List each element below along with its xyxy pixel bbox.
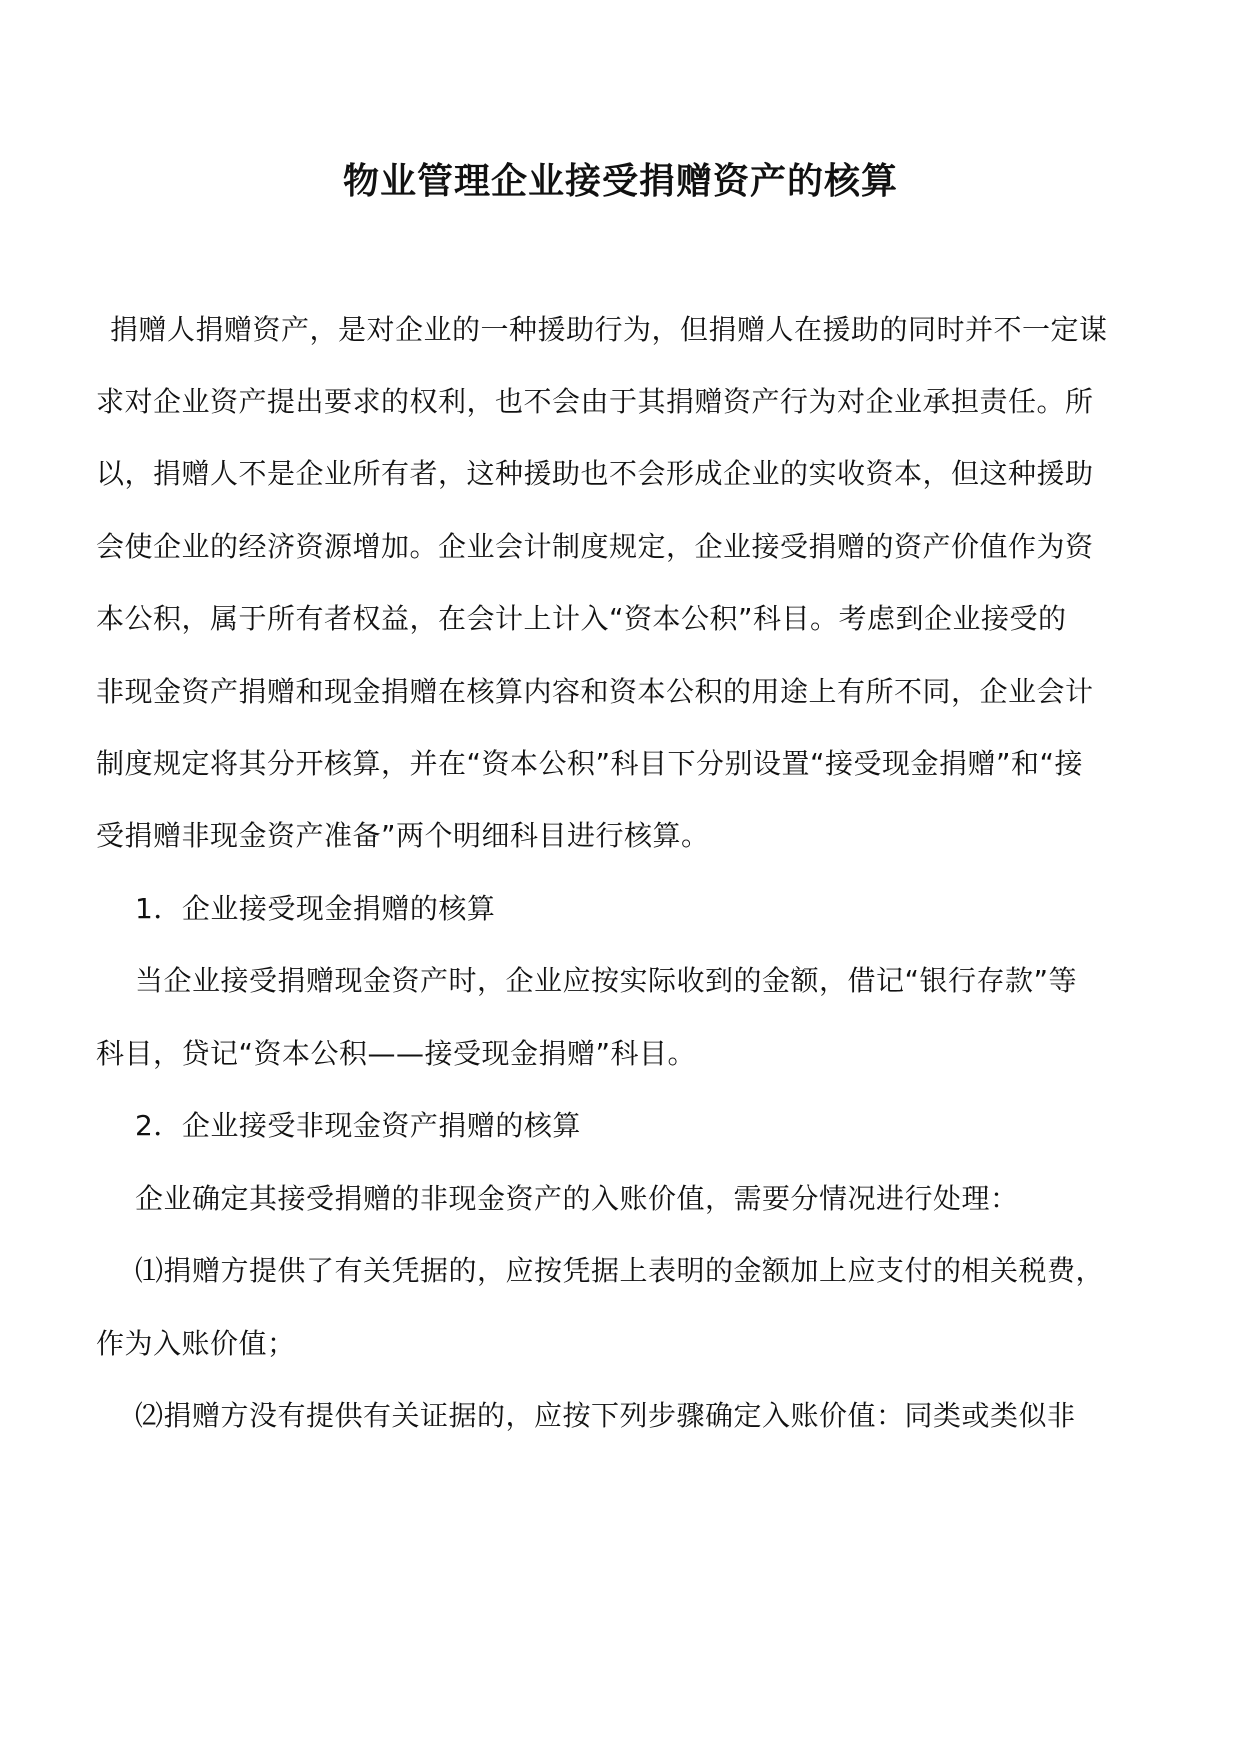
paragraph-line: 捐赠人捐赠资产，是对企业的一种援助行为，但捐赠人在援助的同时并不一定谋 xyxy=(110,313,1108,346)
list-item: ⑴捐赠方提供了有关凭据的，应按凭据上表明的金额加上应支付的相关税费， xyxy=(135,1254,1105,1287)
paragraph-line: 本公积，属于所有者权益，在会计上计入“资本公积”科目。考虑到企业接受的 xyxy=(96,602,1067,635)
section-heading: 1．企业接受现金捐赠的核算 xyxy=(135,892,496,925)
list-item: ⑵捐赠方没有提供有关证据的，应按下列步骤确定入账价值：同类或类似非 xyxy=(135,1399,1076,1432)
paragraph-line: 企业确定其接受捐赠的非现金资产的入账价值，需要分情况进行处理： xyxy=(135,1182,1019,1215)
paragraph-line: 求对企业资产提出要求的权利，也不会由于其捐赠资产行为对企业承担责任。所 xyxy=(96,385,1094,418)
paragraph-line: 会使企业的经济资源增加。企业会计制度规定，企业接受捐赠的资产价值作为资 xyxy=(96,530,1094,563)
paragraph-line: 当企业接受捐赠现金资产时，企业应按实际收到的金额，借记“银行存款”等 xyxy=(135,964,1078,997)
paragraph-line: 以，捐赠人不是企业所有者，这种援助也不会形成企业的实收资本，但这种援助 xyxy=(96,457,1094,490)
document-title: 物业管理企业接受捐赠资产的核算 xyxy=(342,161,898,202)
paragraph-line: 作为入账价值； xyxy=(96,1327,296,1360)
section-heading: 2．企业接受非现金资产捐赠的核算 xyxy=(135,1109,581,1142)
paragraph-line: 受捐赠非现金资产准备”两个明细科目进行核算。 xyxy=(96,819,710,852)
paragraph-line: 非现金资产捐赠和现金捐赠在核算内容和资本公积的用途上有所不同，企业会计 xyxy=(96,675,1094,708)
paragraph-line: 制度规定将其分开核算，并在“资本公积”科目下分别设置“接受现金捐赠”和“接 xyxy=(96,747,1084,780)
paragraph-line: 科目，贷记“资本公积——接受现金捐赠”科目。 xyxy=(96,1037,697,1070)
